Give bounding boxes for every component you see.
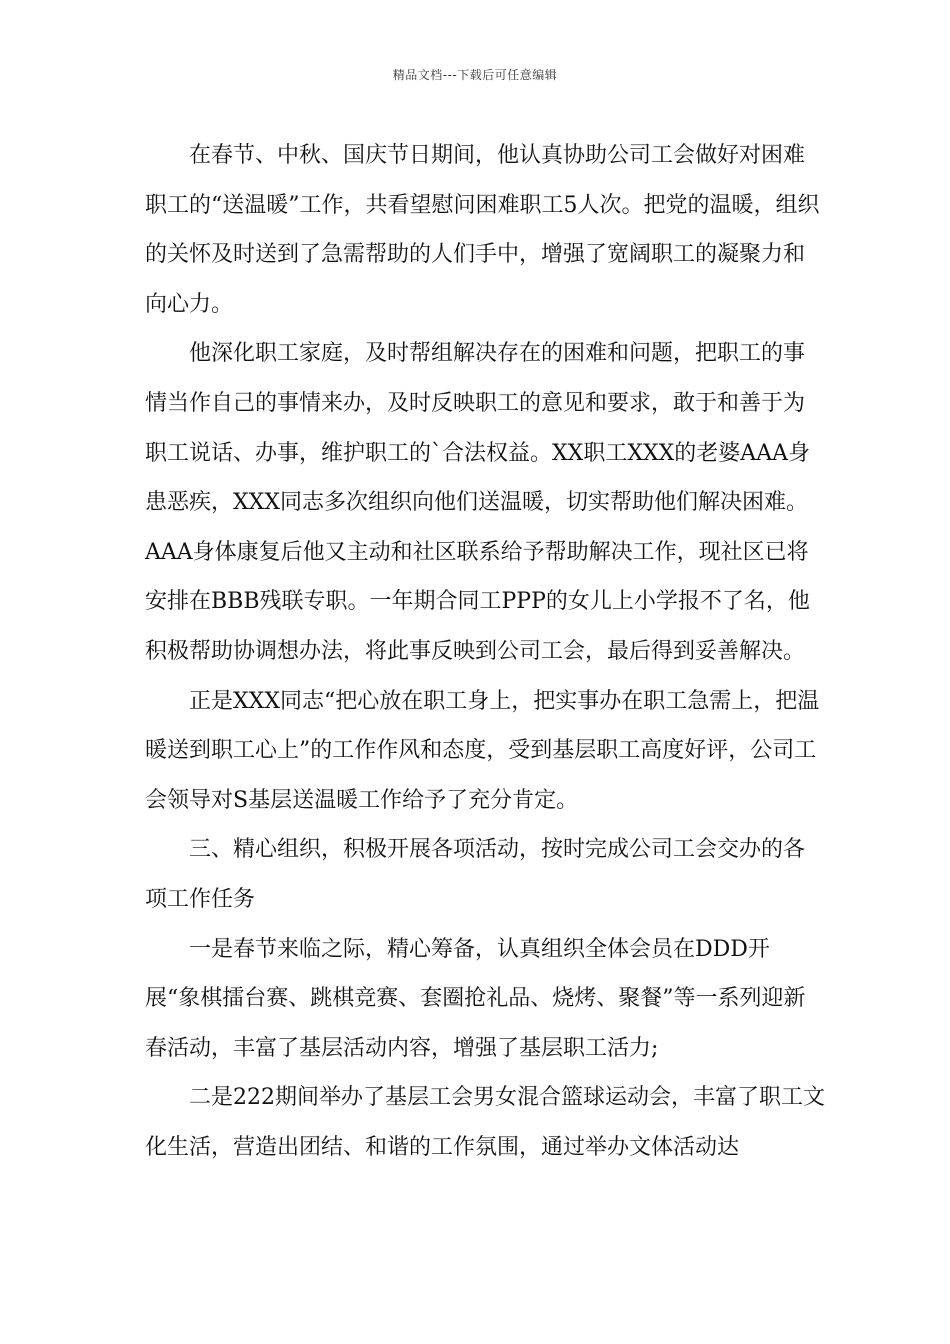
paragraph-5: 一是春节来临之际，精心筹备，认真组织全体会员在DDD开展“象棋擂台赛、跳棋竞赛、套圈抢礼品、烧烤、聚餐”等一系列迎新春活动，丰富了基层活动内容，增强了基层职工活力; [145, 936, 806, 1061]
document-body [145, 131, 825, 1172]
paragraph-3: 正是XXX同志“把心放在职工身上，把实事办在职工急需上，把温暖送到职工心上”的工作作风和态度，受到基层职工高度好评，公司工会领导对S基层送温暖工作给予了充分肯定。 [145, 688, 820, 813]
page-header: 精品文档---下载后可任意编辑 [392, 68, 558, 82]
section-heading-3: 三、精心组织，积极开展各项活动，按时完成公司工会交办的各项工作任务 [145, 837, 806, 912]
paragraph-2: 他深化职工家庭，及时帮组解决存在的困难和问题，把职工的事情当作自己的事情来办，及时反映职工的意见和要求，敢于和善于为职工说话、办事，维护职工的`合法权益。XX职工XXX的老婆AAA身患恶疾，XXX同志多次组织向他们送温暖，切实帮助他们解决困难。AAA身体康复后他又主动和社区联系给予帮助解决工作，现社区已将安排在BBB残联专职。一年期合同工PPP的女儿上小学报不了名，他积极帮助协调想办法，将此事反映到公司工会，最后得到妥善解决。 [145, 341, 810, 664]
paragraph-1: 在春节、中秋、国庆节日期间，他认真协助公司工会做好对困难职工的“送温暖”工作，共看望慰问困难职工5人次。把党的温暖，组织的关怀及时送到了急需帮助的人们手中，增强了宽阔职工的凝聚力和向心力。 [145, 143, 820, 317]
paragraph-6: 二是222期间举办了基层工会男女混合篮球运动会，丰富了职工文化生活，营造出团结、和谐的工作氛围，通过举办文体活动达 [145, 1085, 825, 1160]
